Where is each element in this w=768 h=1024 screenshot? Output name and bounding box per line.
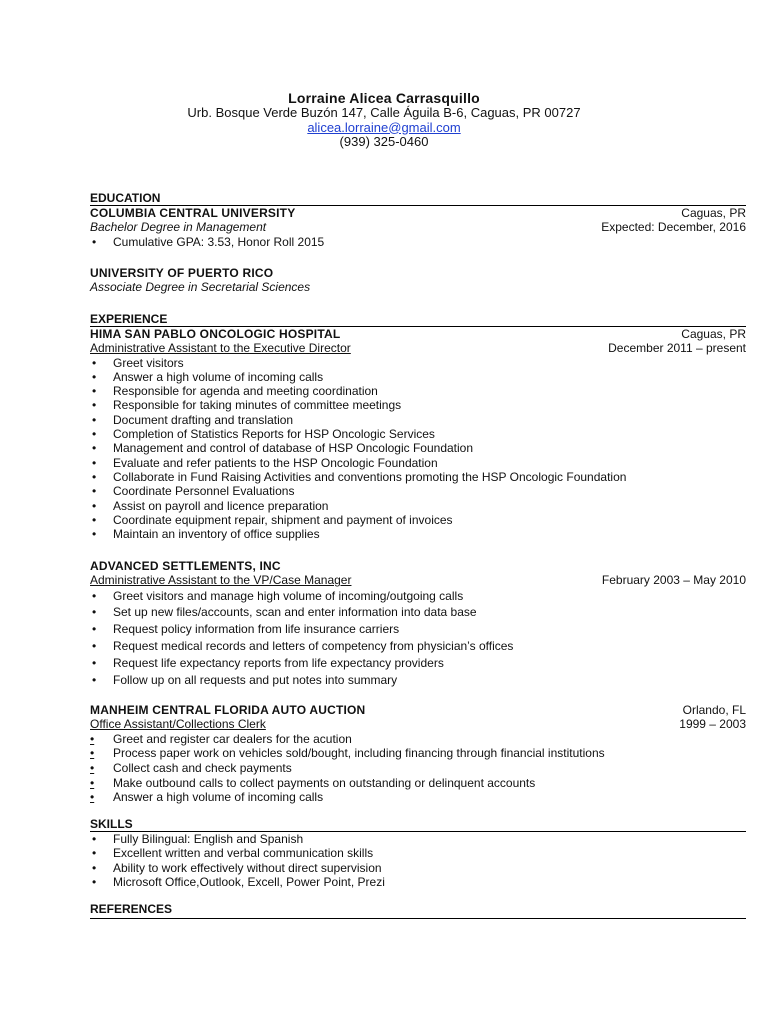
list-item: • Coordinate equipment repair, shipment and payment of invoices [92, 512, 453, 527]
skills-list [90, 832, 746, 889]
list-item: • Assist on payroll and licence preparation [92, 498, 329, 513]
address-line: Urb. Bosque Verde Buzón 147, Calle Águila B-6, Caguas, PR 00727 [187, 105, 581, 120]
email-link[interactable]: alicea.lorraine@gmail.com [307, 119, 461, 135]
list-item: • Cumulative GPA: 3.53, Honor Roll 2015 [92, 234, 325, 249]
experience-entry-advanced-settlements [90, 559, 746, 689]
phone-number: (939) 325-0460 [339, 134, 429, 149]
degree-name: Associate Degree in Secretarial Sciences [90, 280, 311, 295]
list-item: • Follow up on all requests and put notes into summary [92, 673, 398, 688]
graduation-date: Expected: December, 2016 [601, 220, 746, 235]
list-item: • Evaluate and refer patients to the HSP Oncologic Foundation [92, 455, 438, 470]
list-item: • Collaborate in Fund Raising Activities and conventions promoting the HSP Oncologic Foundation [92, 469, 627, 484]
education-section [90, 192, 746, 249]
education-entry-upr [90, 266, 746, 295]
employer-name: ADVANCED SETTLEMENTS, INC [90, 559, 281, 573]
list-item: • Responsible for agenda and meeting coordination [92, 384, 378, 399]
job-title: Administrative Assistant to the VP/Case Manager [90, 573, 352, 588]
references-heading: REFERENCES [90, 903, 746, 919]
employer-location: Orlando, FL [682, 703, 746, 717]
employer-name: HIMA SAN PABLO ONCOLOGIC HOSPITAL [90, 327, 341, 341]
list-item: • Responsible for taking minutes of committee meetings [92, 398, 402, 413]
list-item: • Maintain an inventory of office supplies [92, 527, 320, 542]
list-item: • Completion of Statistics Reports for HSP Oncologic Services [92, 427, 435, 442]
job-duties-list [90, 356, 746, 542]
list-item: • Request policy information from life insurance carriers [92, 622, 400, 637]
education-heading: EDUCATION [90, 192, 746, 206]
list-item: • Process paper work on vehicles sold/bought, including financing through financial institutions [90, 746, 605, 761]
experience-entry-manheim [90, 703, 746, 805]
list-item: • Greet visitors and manage high volume of incoming/outgoing calls [92, 588, 464, 603]
job-title: Administrative Assistant to the Executive Director [90, 341, 351, 356]
list-item: • Microsoft Office,Outlook, Excell, Power Point, Prezi [92, 874, 385, 889]
list-item: • Ability to work effectively without direct supervision [92, 860, 382, 875]
degree-name: Bachelor Degree in Management [90, 220, 267, 235]
list-item: • Request life expectancy reports from life expectancy providers [92, 656, 444, 671]
skills-heading: SKILLS [90, 818, 746, 832]
bullet-marker: • [92, 234, 97, 249]
list-item: • Management and control of database of HSP Oncologic Foundation [92, 441, 474, 456]
list-item: • Greet visitors [92, 355, 184, 370]
job-dates: February 2003 – May 2010 [601, 573, 746, 588]
list-item: • Document drafting and translation [92, 412, 294, 427]
employer-name: MANHEIM CENTRAL FLORIDA AUTO AUCTION [90, 703, 366, 717]
school-name: UNIVERSITY OF PUERTO RICO [90, 266, 274, 280]
skills-section [90, 818, 746, 889]
job-duties-list [90, 732, 746, 805]
experience-section [90, 313, 746, 541]
list-item: • Greet and register car dealers for the acution [90, 731, 352, 746]
list-item: • Set up new files/accounts, scan and enter information into data base [92, 605, 477, 620]
employer-location: Caguas, PR [681, 327, 746, 341]
job-dates: 1999 – 2003 [679, 717, 746, 732]
job-title: Office Assistant/Collections Clerk [90, 717, 266, 732]
job-dates: December 2011 – present [608, 341, 746, 356]
list-item: • Make outbound calls to collect payments on outstanding or delinquent accounts [90, 775, 536, 790]
list-item: • Collect cash and check payments [90, 760, 292, 775]
list-item: • Coordinate Personnel Evaluations [92, 484, 295, 499]
list-item: • Answer a high volume of incoming calls [90, 790, 324, 805]
school-location: Caguas, PR [681, 206, 746, 220]
experience-heading: EXPERIENCE [90, 313, 746, 327]
list-item: • Request medical records and letters of competency from physician’s offices [92, 639, 514, 654]
job-duties-list [90, 588, 746, 689]
list-item: • Answer a high volume of incoming calls [92, 369, 324, 384]
school-name: COLUMBIA CENTRAL UNIVERSITY [90, 206, 296, 220]
candidate-name: Lorraine Alicea Carrasquillo [288, 90, 480, 106]
references-section [90, 903, 746, 919]
list-item: • Excellent written and verbal communication skills [92, 846, 374, 861]
list-item: • Fully Bilingual: English and Spanish [92, 832, 304, 846]
resume-header [0, 91, 768, 150]
